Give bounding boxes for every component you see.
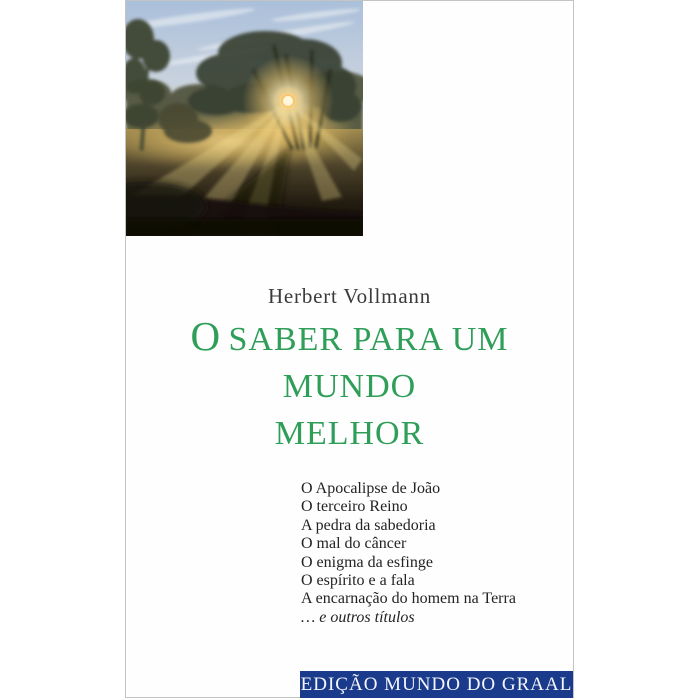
book-title bbox=[126, 313, 573, 457]
title-line1-text: SABER PARA UM MUNDO bbox=[228, 321, 509, 405]
cover-photo bbox=[126, 1, 363, 236]
sunrise-photo-illustration bbox=[126, 1, 363, 236]
publisher-banner-label: EDIÇÃO MUNDO DO GRAAL bbox=[300, 674, 573, 695]
publisher-banner bbox=[300, 671, 573, 698]
topic-line: A encarnação do homem na Terra bbox=[301, 590, 516, 608]
title-initial-letter: O bbox=[190, 313, 222, 359]
title-line1 bbox=[190, 313, 509, 405]
topic-line: A pedra da sabedoria bbox=[301, 516, 436, 534]
topic-line: O espírito e a fala bbox=[301, 572, 415, 590]
book-cover bbox=[125, 0, 574, 698]
author-name: Herbert Vollmann bbox=[267, 284, 432, 308]
topics-list bbox=[301, 480, 516, 627]
topic-line: O Apocalipse de João bbox=[301, 480, 441, 497]
topic-line: O mal do câncer bbox=[301, 535, 407, 553]
title-line2: MELHOR bbox=[274, 415, 425, 452]
topic-line: O terceiro Reino bbox=[301, 498, 408, 516]
topic-line-other-titles: … e outros títulos bbox=[301, 608, 415, 626]
topic-line: O enigma da esfinge bbox=[301, 553, 433, 571]
